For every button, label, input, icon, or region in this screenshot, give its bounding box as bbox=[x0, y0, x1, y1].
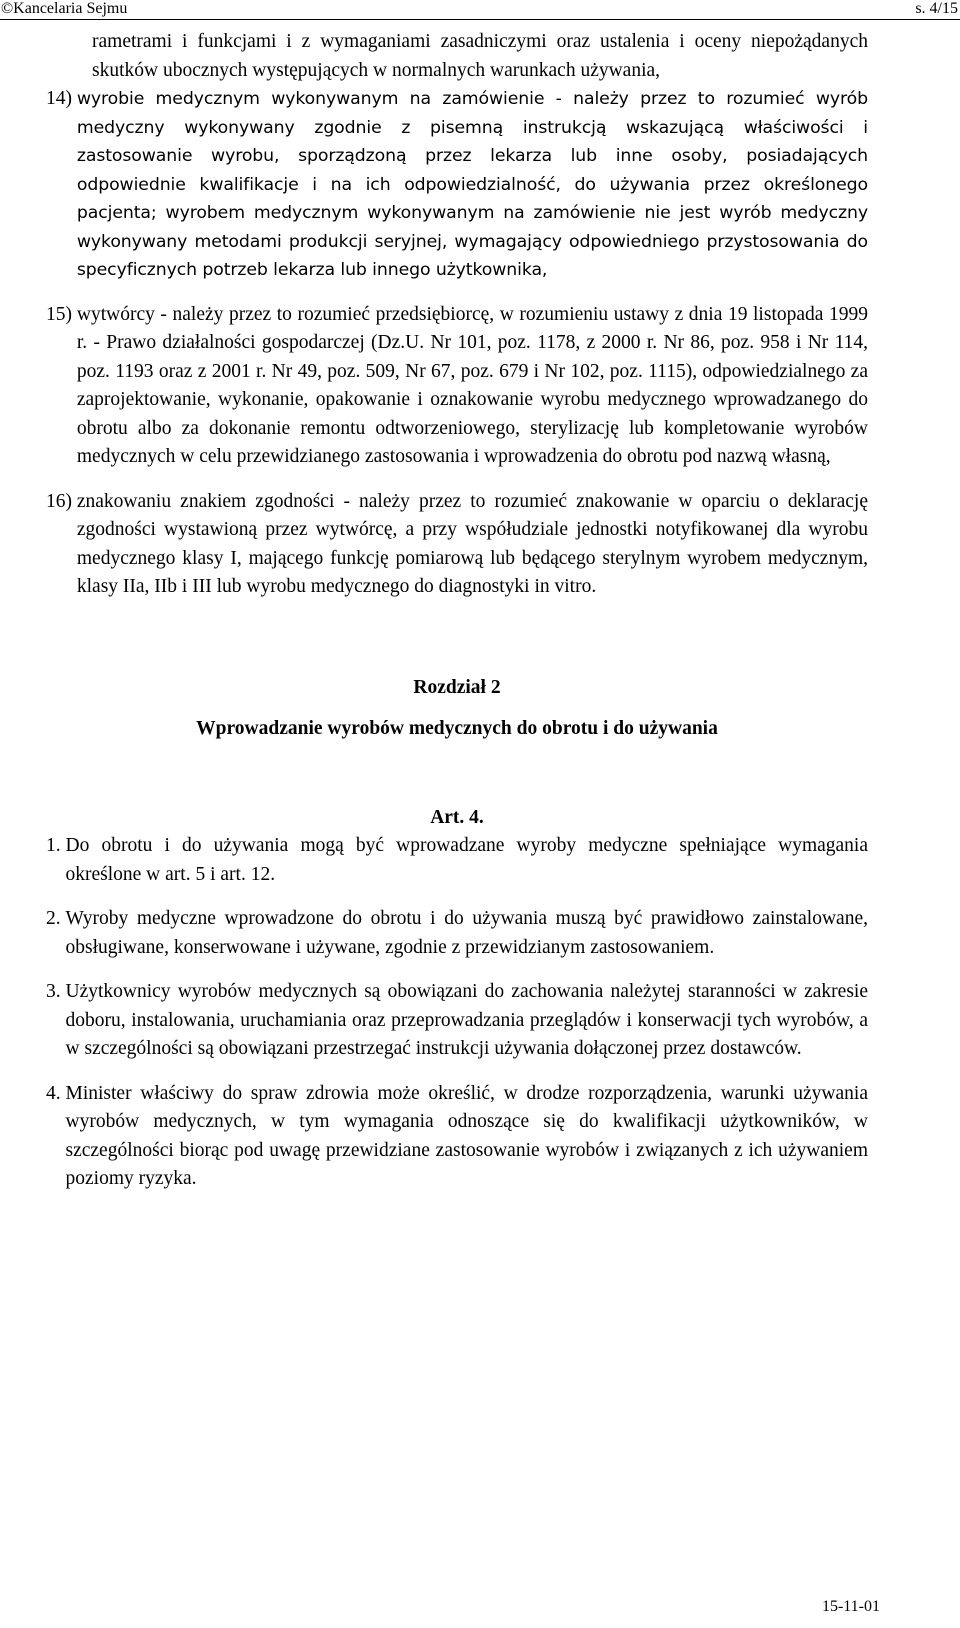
spacer bbox=[46, 702, 868, 715]
spacer bbox=[46, 602, 868, 674]
chapter-title: Wprowadzanie wyrobów medycznych do obrotu i do używania bbox=[196, 718, 718, 739]
definition-item-16 bbox=[46, 488, 868, 602]
spacer bbox=[46, 744, 868, 804]
item-text: wyrobie medycznym wykonywanym na zamówienie - należy przez to rozumieć wyrób medyczny wykonywany zgodnie z pisemną instrukcją wskazującą właściwości i zastosowanie wyrobu, sporządzoną przez lekarza lub inne osoby, posiadających odpowiednie kwalifikacje i na ich odpowiedzialność, do używania przez określonego pacjenta; wyrobem medycznym wykonywanym na zamówienie nie jest wyrób medyczny wykonywany metodami produkcji seryjnej, wymagający odpowiedniego przystosowania do specyficznych potrzeb lekarza lub innego użytkownika, bbox=[76, 89, 868, 280]
paragraph-text: Wyroby medyczne wprowadzone do obrotu i do używania muszą być prawidłowo zainstalowane, obsługiwane, konserwowane i używane, zgodnie z przewidzianym zastosowaniem. bbox=[65, 908, 868, 958]
definition-item-15 bbox=[46, 301, 868, 472]
footer-date: 15-11-01 bbox=[821, 1598, 880, 1615]
definition-item-14 bbox=[46, 85, 868, 285]
item-13-continuation: rametrami i funkcjami i z wymaganiami zasadniczymi oraz ustalenia i oceny niepożądanych skutków ubocznych występujących w normalnych warunkach używania, bbox=[92, 31, 868, 81]
paragraph-number: 3. bbox=[46, 981, 66, 1002]
chapter-number: Rozdział 2 bbox=[413, 676, 501, 698]
paragraph-text: Użytkownicy wyrobów medycznych są obowiązani do zachowania należytej staranności w zakresie doboru, instalowania, uruchamiania oraz przeprowadzania przeglądów i konserwacji tych wyrobów, a w szczególności są obowiązani przestrzegać instrukcji używania dołączonej przez dostawców. bbox=[65, 981, 868, 1059]
spacer bbox=[46, 1064, 868, 1080]
document-body bbox=[46, 28, 868, 1194]
spacer bbox=[46, 962, 868, 978]
item-number: 14) bbox=[46, 88, 77, 109]
copyright-notice: ©Kancelaria Sejmu bbox=[1, 0, 128, 17]
item-number: 15) bbox=[46, 303, 77, 325]
spacer bbox=[46, 285, 868, 301]
paragraph-number: 4. bbox=[46, 1082, 66, 1104]
paragraph-number: 2. bbox=[46, 908, 66, 929]
item-text: wytwórcy - należy przez to rozumieć przedsiębiorcę, w rozumieniu ustawy z dnia 19 listopada 1999 r. - Prawo działalności gospodarczej (Dz.U. Nr 101, poz. 1178, z 2000 r. Nr 86, poz. 958 i Nr 114, poz. 1193 oraz z 2001 r. Nr 49, poz. 509, Nr 67, poz. 679 i Nr 102, poz. 1115), odpowiedzialnego za zaprojektowanie, wykonanie, opakowanie i oznakowanie wyrobu medycznego wprowadzanego do obrotu albo za dokonanie remontu odtworzeniowego, sterylizację lub kompletowanie wyrobów medycznych w celu przewidzianego zastosowania i wprowadzenia do obrotu pod nazwą własną, bbox=[76, 303, 868, 467]
page-number: s. 4/15 bbox=[915, 0, 958, 17]
article-paragraph-4 bbox=[46, 1080, 868, 1194]
article-title: Art. 4. bbox=[430, 806, 484, 828]
article-paragraph-3 bbox=[46, 978, 868, 1064]
spacer bbox=[46, 889, 868, 905]
item-text: znakowaniu znakiem zgodności - należy przez to rozumieć znakowanie w oparciu o deklarację zgodności wystawioną przez wytwórcę, a przy współudziale jednostki notyfikowanej dla wyrobu medycznego klasy I, mającego funkcję pomiarową lub będącego sterylnym wyrobem medycznym, klasy IIa, IIb i III lub wyrobu medycznego do diagnostyki in vitro. bbox=[76, 490, 868, 597]
paragraph-text: Minister właściwy do spraw zdrowia może określić, w drodze rozporządzenia, warunki używania wyrobów medycznych, w tym wymagania odnoszące się do kwalifikacji użytkowników, w szczególności biorąc pod uwagę przewidziane zastosowanie wyrobów i związanych z ich używaniem poziomy ryzyka. bbox=[65, 1082, 868, 1189]
article-paragraph-1 bbox=[46, 832, 868, 889]
paragraph-number: 1. bbox=[46, 835, 66, 856]
page-header bbox=[0, 0, 960, 20]
spacer bbox=[46, 472, 868, 488]
paragraph-text: Do obrotu i do używania mogą być wprowadzane wyroby medyczne spełniające wymagania określone w art. 5 i art. 12. bbox=[65, 835, 868, 885]
item-number: 16) bbox=[46, 490, 77, 512]
article-paragraph-2 bbox=[46, 905, 868, 962]
